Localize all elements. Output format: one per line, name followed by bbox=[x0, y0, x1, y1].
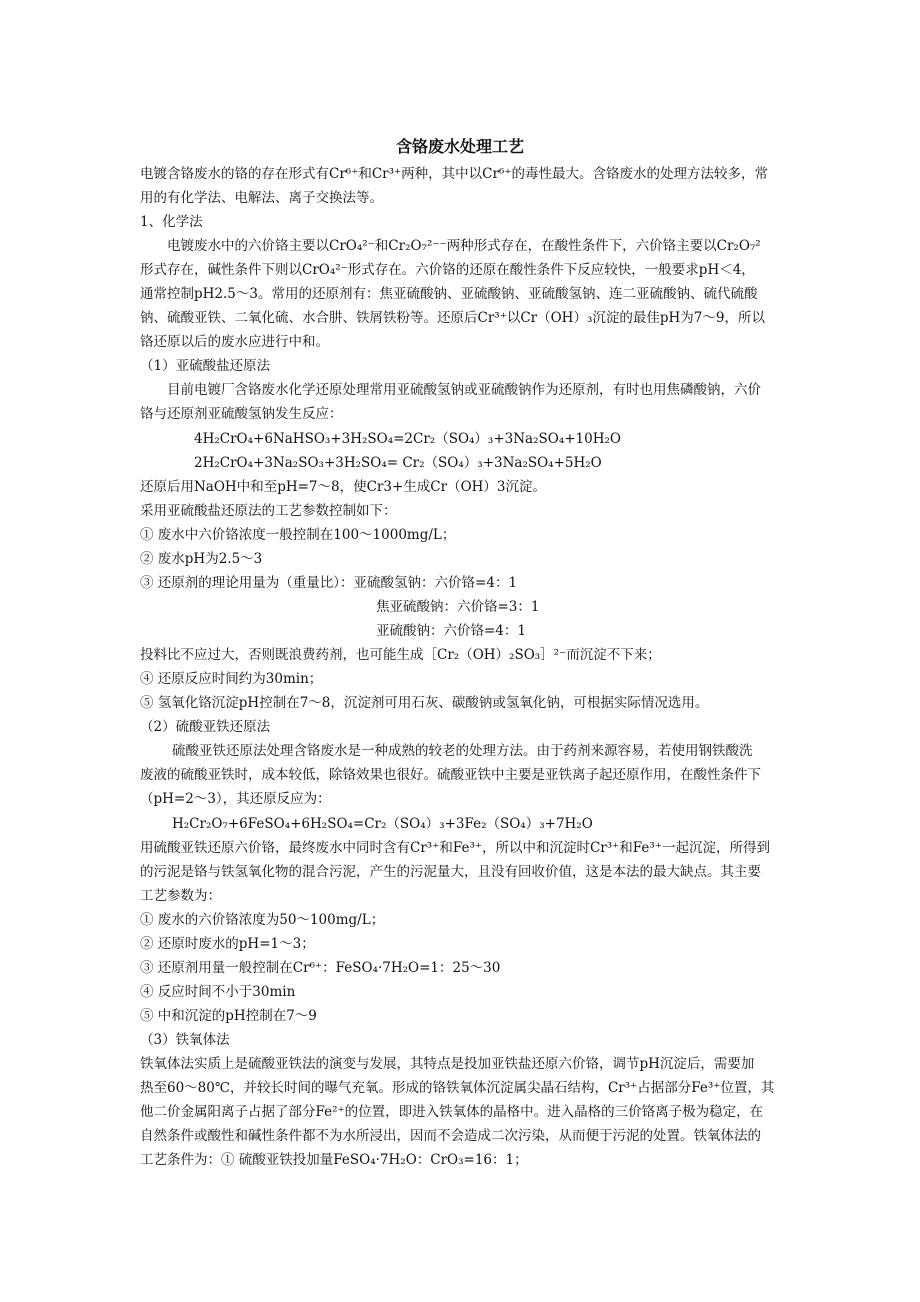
paragraph-line: 铁氧体法实质上是硫酸亚铁法的演变与发展，其特点是投加亚铁盐还原六价铬，调节pH沉淀后，需要加 bbox=[140, 1056, 755, 1072]
list-item: ① 废水的六价铬浓度为50～100mg/L； bbox=[140, 912, 385, 928]
list-item: ② 废水pH为2.5～3 bbox=[140, 551, 263, 567]
paragraph-line: 他二价金属阳离子占据了部分Fe²⁺的位置，即进入铁氧体的晶格中。进入晶格的三价铬离子极为稳定，在 bbox=[140, 1104, 764, 1120]
subsection-heading: （1）亚硫酸盐还原法 bbox=[140, 358, 271, 374]
list-item: ④ 还原反应时间约为30min； bbox=[140, 671, 323, 687]
paragraph-line: 通常控制pH2.5～3。常用的还原剂有：焦亚硫酸钠、亚硫酸钠、亚硫酸氢钠、连二亚硫酸钠、硫代硫酸 bbox=[140, 286, 758, 302]
paragraph-line: 热至60～80℃，并较长时间的曝气充氧。形成的铬铁氧体沉淀属尖晶石结构，Cr³⁺占据部分Fe³⁺位置，其 bbox=[140, 1080, 775, 1096]
list-item: ③ 还原剂的理论用量为（重量比）：亚硫酸氢钠：六价铬=4：1 bbox=[140, 575, 518, 591]
list-item: ② 还原时废水的pH=1～3； bbox=[140, 936, 315, 952]
paragraph-line: 目前电镀厂含铬废水化学还原处理常用亚硫酸氢钠或亚硫酸钠作为还原剂，有时也用焦磷酸钠，六价 bbox=[167, 382, 761, 398]
ratio-line: 焦亚硫酸钠：六价铬=3：1 bbox=[376, 599, 540, 615]
ratio-line: 亚硫酸钠：六价铬=4：1 bbox=[376, 623, 526, 639]
paragraph-line: 工艺条件为：① 硫酸亚铁投加量FeSO₄·7H₂O：CrO₃=16：1； bbox=[140, 1152, 528, 1168]
paragraph-line: 电镀含铬废水的铬的存在形式有Cr⁶⁺和Cr³⁺两种，其中以Cr⁶⁺的毒性最大。含铬废水的处理方法较多，常 bbox=[140, 166, 768, 182]
paragraph-line: 投料比不应过大，否则既浪费药剂，也可能生成［Cr₂（OH）₂SO₃］²⁻而沉淀不下来； bbox=[140, 647, 661, 663]
paragraph-line: 电镀废水中的六价铬主要以CrO₄²⁻和Cr₂O₇²⁻⁻两种形式存在，在酸性条件下，六价铬主要以Cr₂O₇² bbox=[167, 238, 761, 254]
paragraph-line: 硫酸亚铁还原法处理含铬废水是一种成熟的较老的处理方法。由于药剂来源容易，若使用钢铁酸洗 bbox=[172, 743, 753, 759]
paragraph-line: 采用亚硫酸盐还原法的工艺参数控制如下： bbox=[140, 503, 397, 519]
list-item: ③ 还原剂用量一般控制在Cr⁶⁺：FeSO₄·7H₂O=1：25～30 bbox=[140, 960, 501, 976]
paragraph-line: 用硫酸亚铁还原六价铬，最终废水中同时含有Cr³⁺和Fe³⁺，所以中和沉淀时Cr³⁺和Fe³⁺一起沉淀，所得到 bbox=[140, 840, 770, 856]
list-item: ④ 反应时间不小于30min bbox=[140, 984, 296, 1000]
subsection-heading: （3）铁氧体法 bbox=[140, 1032, 230, 1048]
chemical-equation: 4H₂CrO₄+6NaHSO₃+3H₂SO₄=2Cr₂（SO₄）₃+3Na₂SO₄+10H₂O bbox=[194, 431, 621, 447]
list-item: ① 废水中六价铬浓度一般控制在100～1000mg/L； bbox=[140, 527, 456, 543]
paragraph-line: 铬还原以后的废水应进行中和。 bbox=[140, 334, 329, 350]
paragraph-line: 废液的硫酸亚铁时，成本较低，除铬效果也很好。硫酸亚铁中主要是亚铁离子起还原作用，在酸性条件下 bbox=[140, 767, 761, 783]
paragraph-line: 工艺参数为： bbox=[140, 888, 221, 904]
subsection-heading: （2）硫酸亚铁还原法 bbox=[140, 719, 271, 735]
paragraph-line: 的污泥是铬与铁氢氧化物的混合污泥，产生的污泥量大，且没有回收价值，这是本法的最大缺点。其主要 bbox=[140, 864, 761, 880]
paragraph-line: 形式存在，碱性条件下则以CrO₄²⁻形式存在。六价铬的还原在酸性条件下反应较快，一般要求pH＜4， bbox=[140, 262, 755, 278]
section-heading: 1、化学法 bbox=[140, 214, 203, 230]
paragraph-line: 还原后用NaOH中和至pH=7～8，使Cr3+生成Cr（OH）3沉淀。 bbox=[140, 479, 547, 495]
paragraph-line: 自然条件或酸性和碱性条件都不为水所浸出，因而不会造成二次污染，从而便于污泥的处置。铁氧体法的 bbox=[140, 1128, 761, 1144]
list-item: ⑤ 氢氧化铬沉淀pH控制在7～8，沉淀剂可用石灰、碳酸钠或氢氧化钠，可根据实际情况选用。 bbox=[140, 695, 709, 711]
chemical-equation: 2H₂CrO₄+3Na₂SO₃+3H₂SO₄= Cr₂（SO₄）₃+3Na₂SO₄+5H₂O bbox=[194, 455, 602, 471]
paragraph-line: 钠、硫酸亚铁、二氧化硫、水合肼、铁屑铁粉等。还原后Cr³⁺以Cr（OH）₃沉淀的最佳pH为7～9，所以 bbox=[140, 310, 765, 326]
chemical-equation: H₂Cr₂O₇+6FeSO₄+6H₂SO₄=Cr₂（SO₄）₃+3Fe₂（SO₄）₃+7H₂O bbox=[172, 816, 593, 832]
list-item: ⑤ 中和沉淀的pH控制在7～9 bbox=[140, 1008, 317, 1024]
paragraph-line: 用的有化学法、电解法、离子交换法等。 bbox=[140, 190, 383, 206]
paragraph-line: 铬与还原剂亚硫酸氢钠发生反应： bbox=[140, 406, 343, 422]
paragraph-line: （pH=2～3），其还原反应为： bbox=[140, 791, 331, 807]
page-title: 含铬废水处理工艺 bbox=[395, 137, 524, 156]
